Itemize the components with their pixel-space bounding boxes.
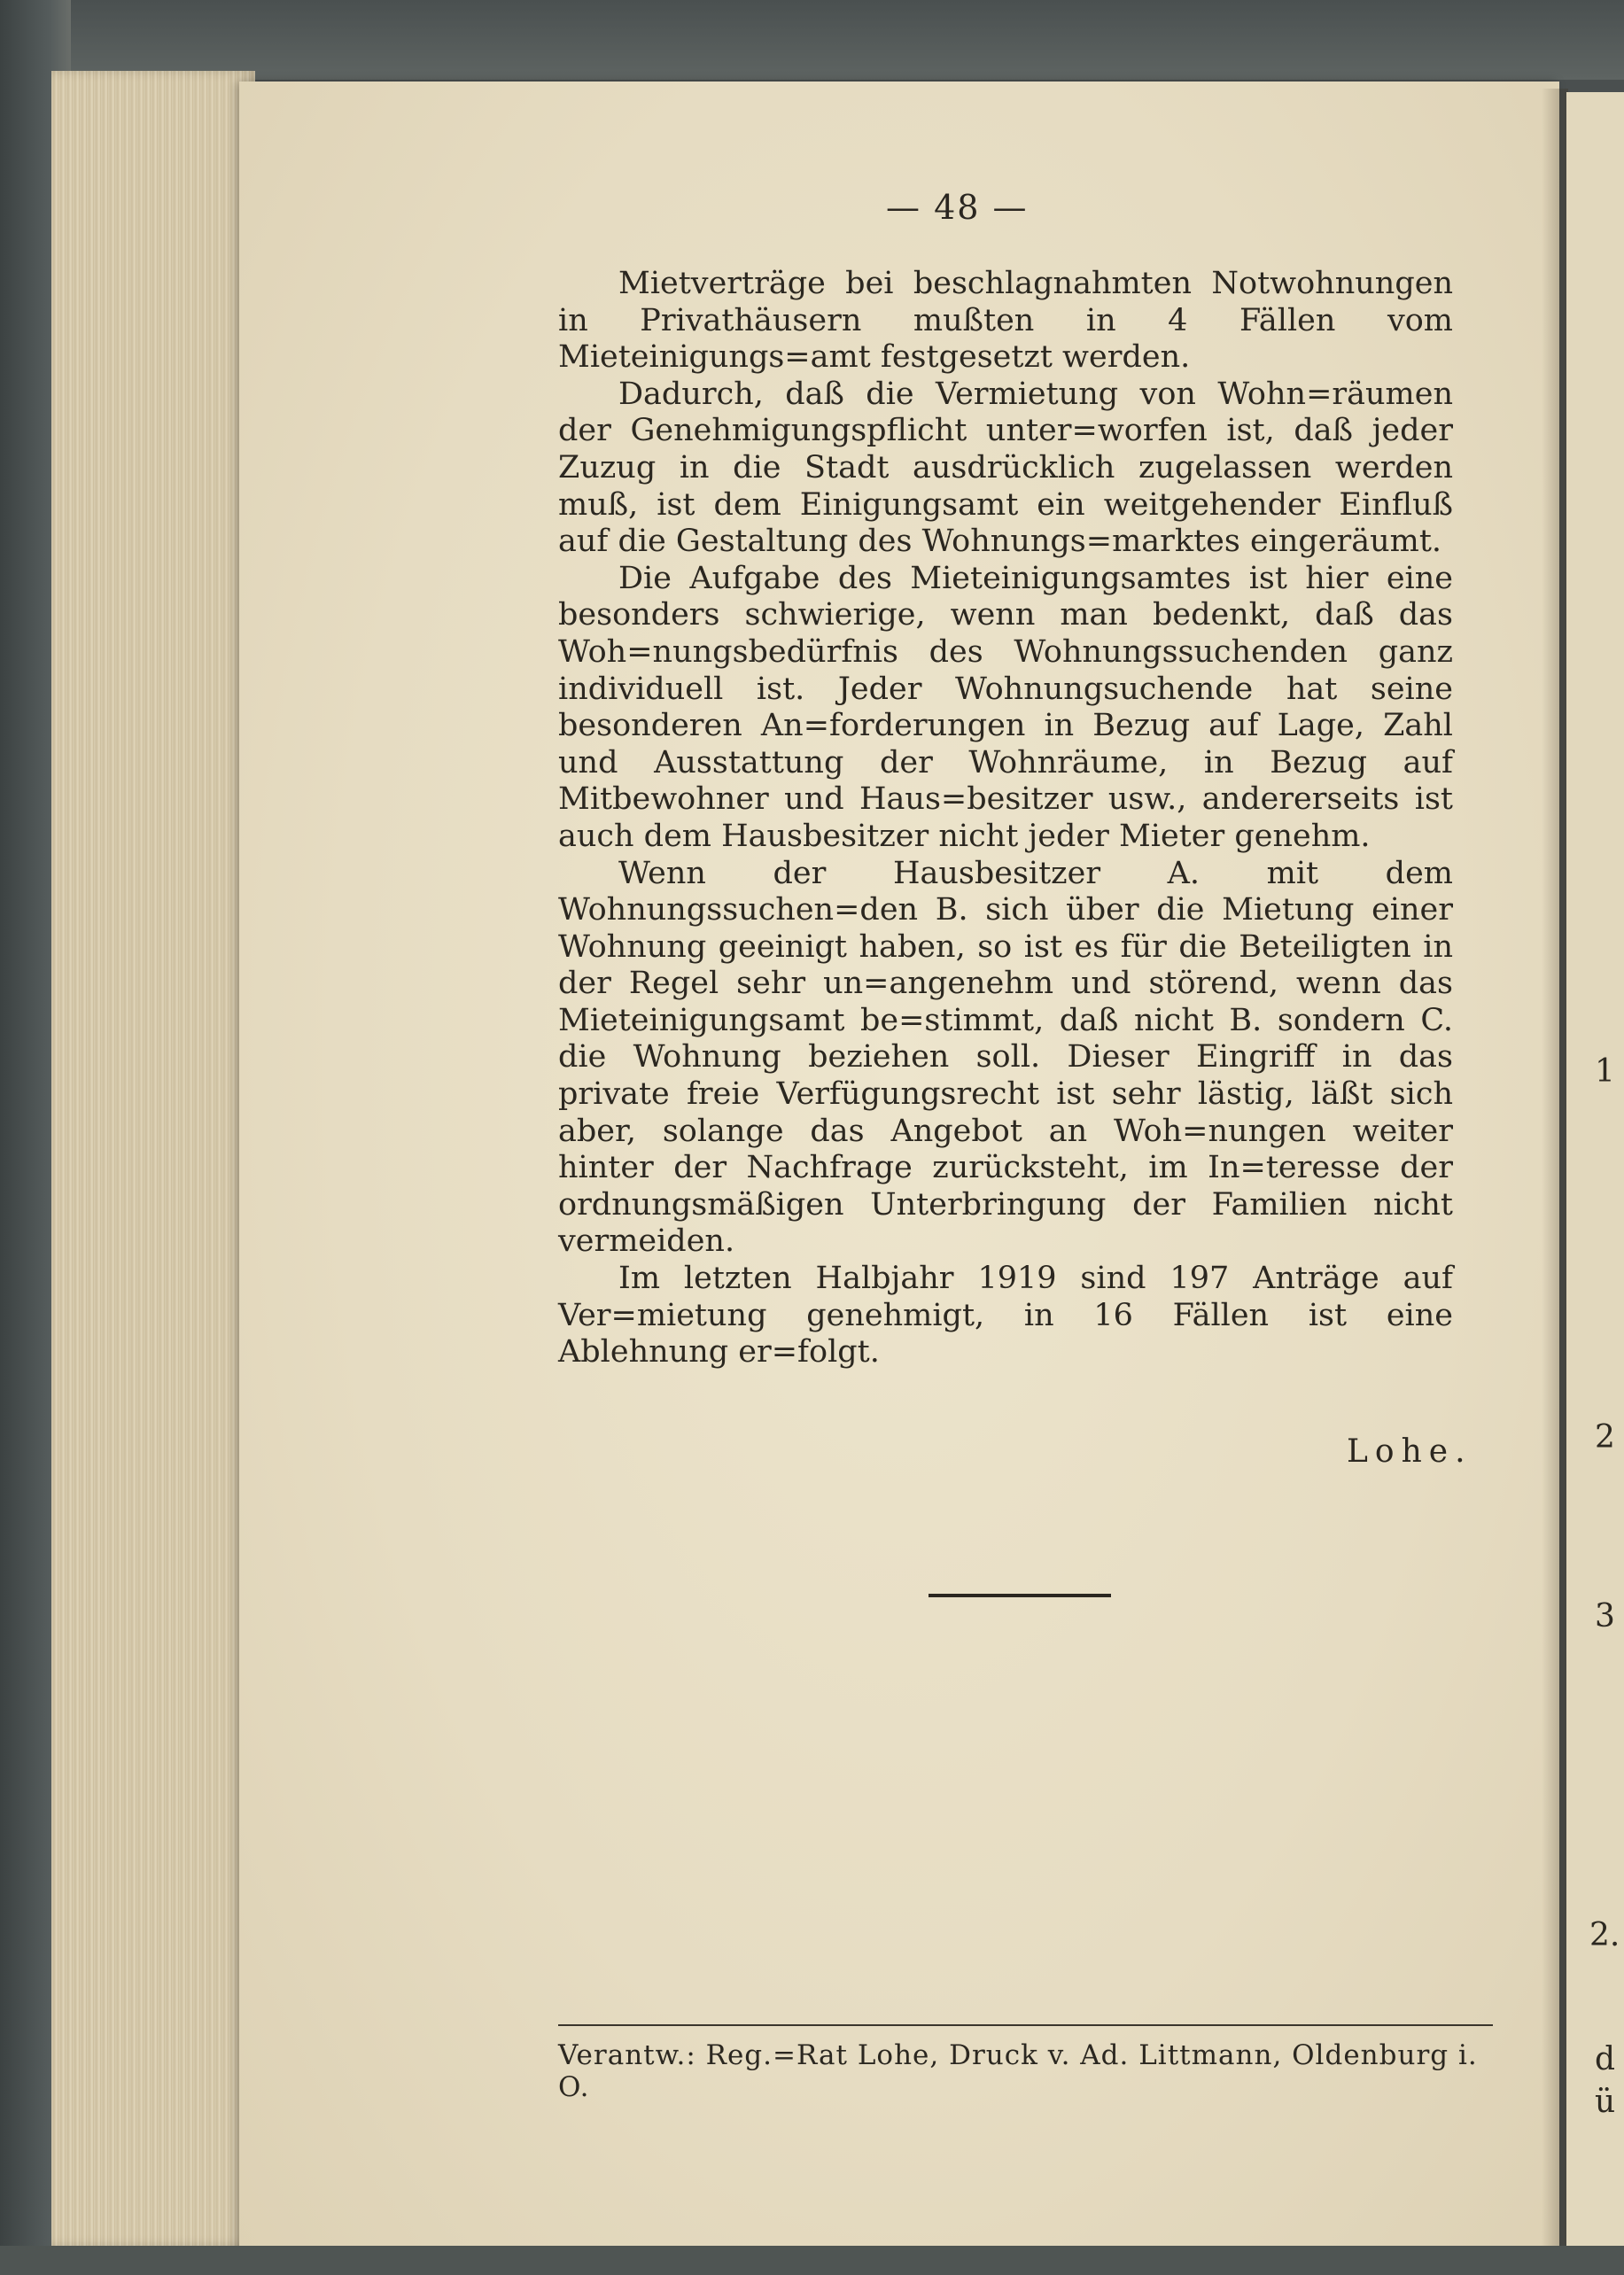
edge-glyph: 3 xyxy=(1595,1598,1615,1634)
book-gutter xyxy=(1542,89,1568,2259)
paragraph: Die Aufgabe des Mieteinigungsamtes ist hier eine besonders schwierige, wenn man bedenkt, daß das Woh=nungsbedürfnis des Wohnungssuchenden ganz individuell ist. Jeder Wohnungsuchende hat seine besonderen An=forderungen in Bezug auf Lage, Zahl und Ausstattung der Wohnräume, in Bezug auf Mitbewohner und Haus=besitzer usw., andererseits ist auch dem Hausbesitzer nicht jeder Mieter genehm. xyxy=(558,560,1453,854)
paragraph: Mietverträge bei beschlagnahmten Notwohnungen in Privathäusern mußten in 4 Fällen vom Mieteinigungs=amt festgesetzt werden. xyxy=(558,266,1453,376)
edge-glyph: ü xyxy=(1595,2084,1616,2120)
author-signature: Lohe. xyxy=(1347,1433,1472,1470)
edge-glyph: 2. xyxy=(1589,1917,1620,1953)
paragraph: Dadurch, daß die Vermietung von Wohn=räumen der Genehmigungspflicht unter=worfen ist, daß jeder Zuzug in die Stadt ausdrücklich zugelassen werden muß, ist dem Einigungsamt ein weitgehender Einfluß auf die Gestaltung des Wohnungs=marktes eingeräumt. xyxy=(558,376,1453,560)
page-number: — 48 — xyxy=(886,188,1029,227)
paragraph: Im letzten Halbjahr 1919 sind 197 Anträge auf Ver=mietung genehmigt, in 16 Fällen ist eine Ablehnung er=folgt. xyxy=(558,1261,1453,1370)
edge-glyph: 2 xyxy=(1595,1419,1615,1456)
book-cover-top xyxy=(0,0,1624,80)
article-body xyxy=(558,266,1453,1371)
paragraph: Wenn der Hausbesitzer A. mit dem Wohnungssuchen=den B. sich über die Mietung einer Wohnung geeinigt haben, so ist es für die Beteiligten in der Regel sehr un=angenehm und störend, wenn das Mieteinigungsamt be=stimmt, daß nicht B. sondern C. die Wohnung beziehen soll. Dieser Eingriff in das private freie Verfügungsrecht ist sehr lästig, läßt sich aber, solange das Angebot an Woh=nungen weiter hinter der Nachfrage zurücksteht, im In=teresse der ordnungsmäßigen Unterbringung der Familien nicht vermeiden. xyxy=(558,855,1453,1260)
page-stack-edge xyxy=(51,71,255,2246)
book-cover-bottom xyxy=(0,2246,1624,2275)
facing-page-edge xyxy=(1566,92,1624,2254)
edge-glyph: d xyxy=(1595,2041,1616,2077)
section-divider xyxy=(929,1594,1111,1597)
footer-rule xyxy=(558,2024,1493,2026)
edge-glyph: 1 xyxy=(1595,1053,1615,1090)
imprint-footer: Verantw.: Reg.=Rat Lohe, Druck v. Ad. Littmann, Oldenburg i. O. xyxy=(558,2039,1478,2103)
